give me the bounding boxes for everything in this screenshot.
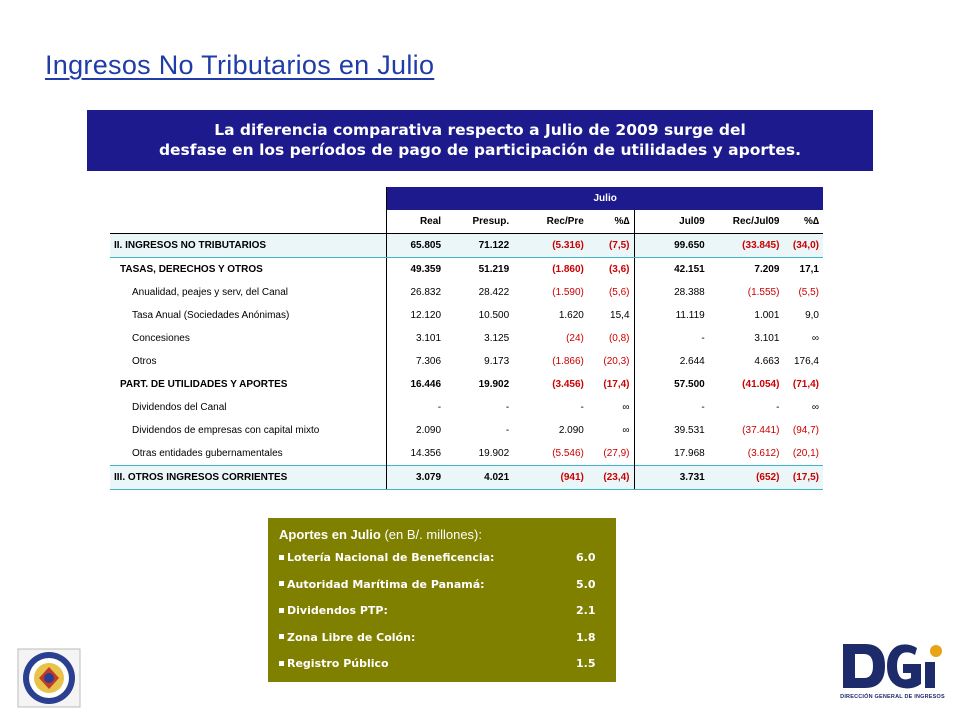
cell: - xyxy=(437,402,442,413)
cell: - xyxy=(701,333,705,344)
cell: 51.219 xyxy=(478,264,510,275)
dgi-logo xyxy=(835,640,950,702)
cell: 19.902 xyxy=(478,379,510,390)
cell: (17,4) xyxy=(588,373,634,396)
revenue-table-container xyxy=(110,187,823,490)
row-label: Otros xyxy=(110,350,387,373)
table-row xyxy=(110,281,823,304)
dgi-subtitle: DIRECCIÓN GENERAL DE INGRESOS xyxy=(840,694,945,700)
cell: 1.620 xyxy=(558,310,584,321)
cell: (941) xyxy=(513,466,588,490)
col-header: Rec/Pre xyxy=(513,210,588,234)
aportes-box xyxy=(268,518,616,682)
row-label: Concesiones xyxy=(110,327,387,350)
dgi-logo-mark-icon xyxy=(835,640,950,694)
cell: (17,5) xyxy=(783,466,823,490)
cell: 19.902 xyxy=(478,448,510,459)
cell: - xyxy=(580,402,584,413)
cell: 3.101 xyxy=(754,333,780,344)
cell: (20,1) xyxy=(792,448,819,459)
col-header: %∆ xyxy=(588,210,634,234)
cell: 17,1 xyxy=(799,264,819,275)
cell: 10.500 xyxy=(478,310,510,321)
cell: (1.866) xyxy=(552,356,584,367)
aportes-item xyxy=(279,631,616,658)
cell: 3.731 xyxy=(634,466,709,490)
cell: 26.832 xyxy=(410,287,442,298)
cell: 3.079 xyxy=(387,466,445,490)
table-row xyxy=(110,304,823,327)
row-label: TASAS, DERECHOS Y OTROS xyxy=(110,258,387,282)
cell: (3,6) xyxy=(588,258,634,282)
cell: (20,3) xyxy=(588,350,634,373)
aportes-item-value: 2.1 xyxy=(576,604,596,617)
table-row xyxy=(110,234,823,258)
aportes-title xyxy=(279,527,616,542)
cell: (3.612) xyxy=(747,448,780,459)
cell: ∞ xyxy=(811,402,819,413)
table-row xyxy=(110,327,823,350)
cell: 9.173 xyxy=(484,356,510,367)
cell: (23,4) xyxy=(588,466,634,490)
aportes-item-label: Dividendos PTP: xyxy=(287,604,388,617)
aportes-item-label: Registro Público xyxy=(287,657,389,670)
col-header: Jul09 xyxy=(634,210,709,234)
table-row xyxy=(110,466,823,490)
row-label: Dividendos de empresas con capital mixto xyxy=(110,419,387,442)
cell: (37.441) xyxy=(742,425,780,436)
aportes-item-label: Autoridad Marítima de Panamá: xyxy=(287,577,485,591)
cell: 57.500 xyxy=(674,379,705,390)
cell: 39.531 xyxy=(674,425,705,436)
banner-line-1: La diferencia comparativa respecto a Julio de 2009 surge del xyxy=(214,121,746,139)
cell: 49.359 xyxy=(410,264,442,275)
cell: - xyxy=(505,402,510,413)
cell: 42.151 xyxy=(674,264,705,275)
cell: (94,7) xyxy=(792,425,819,436)
cell: - xyxy=(701,402,705,413)
cell: (5,6) xyxy=(588,281,634,304)
cell: 2.090 xyxy=(558,425,584,436)
cell: 11.119 xyxy=(675,310,705,321)
cell: 17.968 xyxy=(674,448,705,459)
aportes-item-label: Zona Libre de Colón: xyxy=(287,630,416,644)
cell: (71,4) xyxy=(792,379,819,390)
cell: 2.090 xyxy=(416,425,442,436)
cell: 14.356 xyxy=(410,448,442,459)
group-header-julio: Julio xyxy=(387,187,823,210)
cell: 16.446 xyxy=(410,379,442,390)
cell: (5.546) xyxy=(552,448,584,459)
cell: - xyxy=(776,402,780,413)
cell: (5.316) xyxy=(513,234,588,258)
table-row xyxy=(110,419,823,442)
col-header: %∆ xyxy=(783,210,823,234)
cell: 71.122 xyxy=(445,234,513,258)
square-bullet-icon xyxy=(279,634,284,639)
cell: - xyxy=(505,425,510,436)
aportes-item-value: 1.8 xyxy=(576,630,596,644)
cell: 7.209 xyxy=(754,264,780,275)
square-bullet-icon xyxy=(279,581,284,586)
aportes-item-value: 1.5 xyxy=(576,657,596,670)
table-row xyxy=(110,258,823,282)
cell: (7,5) xyxy=(588,234,634,258)
aportes-item-value: 6.0 xyxy=(576,551,596,564)
revenue-table xyxy=(110,187,823,490)
cell: 4.021 xyxy=(445,466,513,490)
summary-banner xyxy=(87,110,873,171)
cell: ∞ xyxy=(811,333,819,344)
aportes-item xyxy=(279,657,616,684)
cell: 1.001 xyxy=(754,310,780,321)
table-row xyxy=(110,442,823,466)
row-label: Anualidad, peajes y serv, del Canal xyxy=(110,281,387,304)
table-header-row xyxy=(110,210,823,234)
row-label: Dividendos del Canal xyxy=(110,396,387,419)
aportes-item xyxy=(279,578,616,605)
aportes-title-bold: Aportes en Julio xyxy=(279,527,381,542)
cell: 3.125 xyxy=(484,333,510,344)
aportes-item xyxy=(279,604,616,631)
cell: (1.860) xyxy=(552,264,584,275)
cell: (3.456) xyxy=(552,379,584,390)
row-label: Otras entidades gubernamentales xyxy=(110,442,387,466)
row-label: III. OTROS INGRESOS CORRIENTES xyxy=(110,466,387,490)
cell: 7.306 xyxy=(416,356,442,367)
aportes-item xyxy=(279,551,616,578)
table-group-header-row xyxy=(110,187,823,210)
table-row xyxy=(110,396,823,419)
cell: (0,8) xyxy=(588,327,634,350)
cell: 4.663 xyxy=(754,356,780,367)
cell: (33.845) xyxy=(709,234,784,258)
square-bullet-icon xyxy=(279,661,284,666)
cell: 65.805 xyxy=(387,234,445,258)
page-title: Ingresos No Tributarios en Julio xyxy=(45,50,435,80)
cell: 2.644 xyxy=(679,356,705,367)
cell: (41.054) xyxy=(742,379,780,390)
cell: (27,9) xyxy=(588,442,634,466)
col-header: Presup. xyxy=(445,210,513,234)
row-label: II. INGRESOS NO TRIBUTARIOS xyxy=(110,234,387,258)
square-bullet-icon xyxy=(279,555,284,560)
cell: 12.120 xyxy=(410,310,442,321)
cell: (652) xyxy=(709,466,784,490)
cell: 99.650 xyxy=(634,234,709,258)
cell: 9,0 xyxy=(805,310,819,321)
cell: 28.388 xyxy=(674,287,705,298)
cell: (5,5) xyxy=(798,287,819,298)
cell: 176,4 xyxy=(793,356,819,367)
cell: (34,0) xyxy=(783,234,823,258)
cell: 3.101 xyxy=(416,333,442,344)
row-label: PART. DE UTILIDADES Y APORTES xyxy=(110,373,387,396)
cell: (24) xyxy=(566,333,584,344)
ministry-seal-icon xyxy=(17,648,81,708)
col-header: Real xyxy=(387,210,445,234)
cell: 15,4 xyxy=(588,304,634,327)
cell: (1.555) xyxy=(747,287,780,298)
square-bullet-icon xyxy=(279,608,284,613)
cell: (1.590) xyxy=(552,287,584,298)
table-row xyxy=(110,350,823,373)
row-label: Tasa Anual (Sociedades Anónimas) xyxy=(110,304,387,327)
cell: ∞ xyxy=(588,419,634,442)
aportes-item-label: Lotería Nacional de Beneficencia: xyxy=(287,551,495,564)
ministry-seal-logo xyxy=(17,648,81,708)
aportes-item-value: 5.0 xyxy=(576,577,596,591)
banner-line-2: desfase en los períodos de pago de participación de utilidades y aportes. xyxy=(158,141,802,159)
aportes-title-rest: (en B/. millones): xyxy=(380,527,483,542)
col-header: Rec/Jul09 xyxy=(709,210,784,234)
cell: ∞ xyxy=(588,396,634,419)
table-row xyxy=(110,373,823,396)
cell: 28.422 xyxy=(478,287,510,298)
